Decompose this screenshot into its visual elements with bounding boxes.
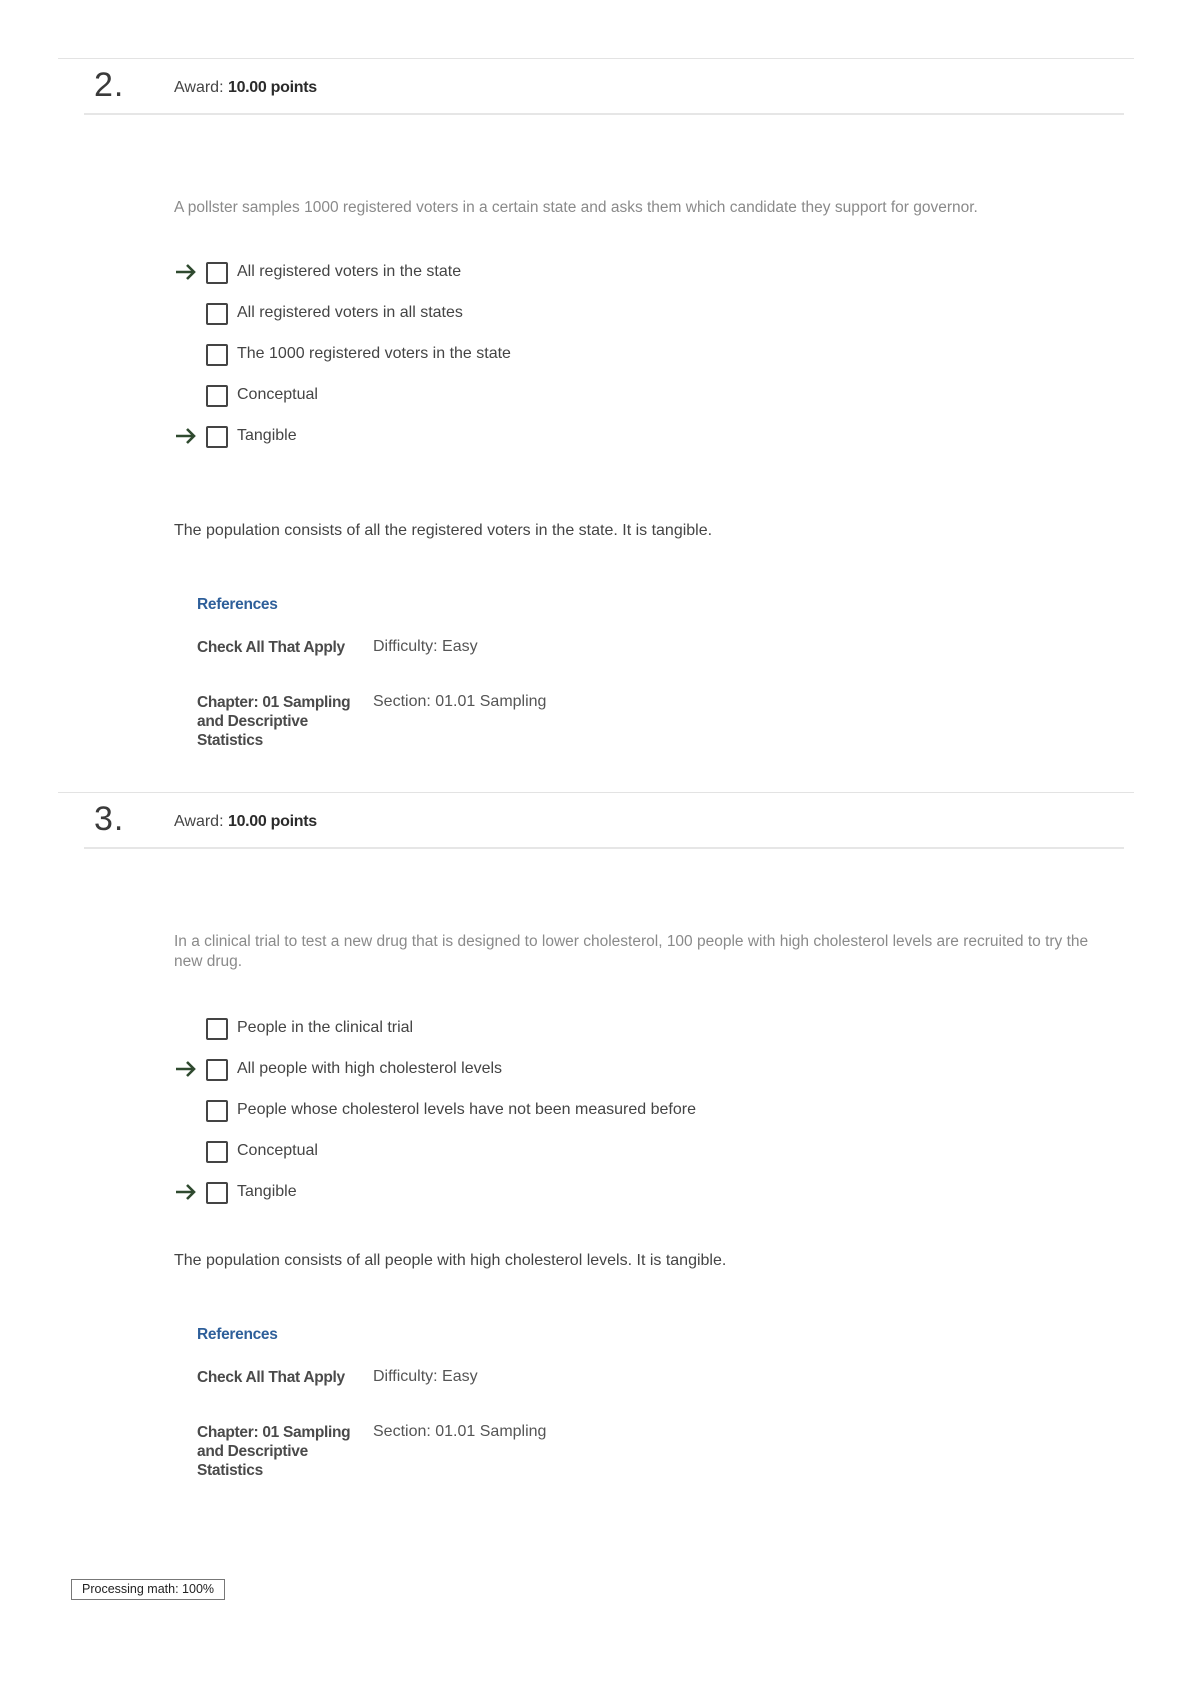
choice-item[interactable] [174, 1180, 1074, 1221]
references-title[interactable]: References [197, 1326, 278, 1343]
checkbox[interactable] [206, 1059, 228, 1081]
question-divider [58, 58, 1134, 59]
question-number: 3. [94, 800, 125, 838]
award-points: 10.00 points [227, 813, 317, 830]
choice-label: Conceptual [237, 1142, 318, 1159]
section: Section: 01.01 Sampling [373, 1423, 547, 1440]
choice-label: People in the clinical trial [237, 1019, 414, 1036]
arrow-right-icon [174, 1182, 198, 1202]
question-type: Check All That Apply [197, 639, 345, 656]
choice-item[interactable] [174, 1098, 1074, 1139]
choice-label: The 1000 registered voters in the state [237, 345, 511, 362]
checkbox[interactable] [206, 344, 228, 366]
difficulty: Difficulty: Easy [373, 1368, 478, 1385]
choice-item[interactable] [174, 1139, 1074, 1180]
choice-list [174, 1016, 1074, 1221]
award [174, 813, 317, 831]
award-label: Award: [174, 79, 224, 96]
choice-item[interactable] [174, 383, 1074, 424]
checkbox[interactable] [206, 1141, 228, 1163]
award-label: Award: [174, 813, 224, 830]
checkbox[interactable] [206, 262, 228, 284]
choice-item[interactable] [174, 260, 1074, 301]
arrow-right-icon [174, 1059, 198, 1079]
choice-label: Tangible [237, 427, 297, 444]
award-points: 10.00 points [227, 79, 317, 96]
question-header-divider [84, 847, 1124, 849]
choice-label: Tangible [237, 1183, 297, 1200]
question-header-divider [84, 113, 1124, 115]
choice-label: Conceptual [237, 386, 318, 403]
chapter: Chapter: 01 Sampling and Descriptive Statistics [197, 1424, 351, 1479]
question-number: 2. [94, 66, 125, 104]
checkbox[interactable] [206, 1018, 228, 1040]
explanation: The population consists of all people with high cholesterol levels. It is tangible. [174, 1252, 727, 1269]
question-prompt: In a clinical trial to test a new drug that is designed to lower cholesterol, 100 people with high cholesterol levels are recruited to try the new drug. [174, 933, 1089, 970]
choice-item[interactable] [174, 1016, 1074, 1057]
choice-item[interactable] [174, 424, 1074, 465]
arrow-right-icon [174, 426, 198, 446]
choice-label: People whose cholesterol levels have not been measured before [237, 1101, 696, 1118]
processing-math-status: Processing math: 100% [71, 1579, 225, 1600]
question-type: Check All That Apply [197, 1369, 345, 1386]
arrow-right-icon [174, 262, 198, 282]
checkbox[interactable] [206, 1182, 228, 1204]
award [174, 79, 317, 97]
checkbox[interactable] [206, 426, 228, 448]
choice-item[interactable] [174, 301, 1074, 342]
checkbox[interactable] [206, 385, 228, 407]
question-divider [58, 792, 1134, 793]
question-prompt: A pollster samples 1000 registered voters in a certain state and asks them which candidate they support for governor. [174, 199, 978, 216]
choice-item[interactable] [174, 1057, 1074, 1098]
difficulty: Difficulty: Easy [373, 638, 478, 655]
choice-label: All registered voters in all states [237, 304, 463, 321]
choice-item[interactable] [174, 342, 1074, 383]
checkbox[interactable] [206, 1100, 228, 1122]
references-title[interactable]: References [197, 596, 278, 613]
choice-label: All registered voters in the state [237, 263, 462, 280]
explanation: The population consists of all the registered voters in the state. It is tangible. [174, 522, 713, 539]
section: Section: 01.01 Sampling [373, 693, 547, 710]
chapter: Chapter: 01 Sampling and Descriptive Statistics [197, 694, 351, 749]
choice-list [174, 260, 1074, 465]
checkbox[interactable] [206, 303, 228, 325]
choice-label: All people with high cholesterol levels [237, 1060, 503, 1077]
